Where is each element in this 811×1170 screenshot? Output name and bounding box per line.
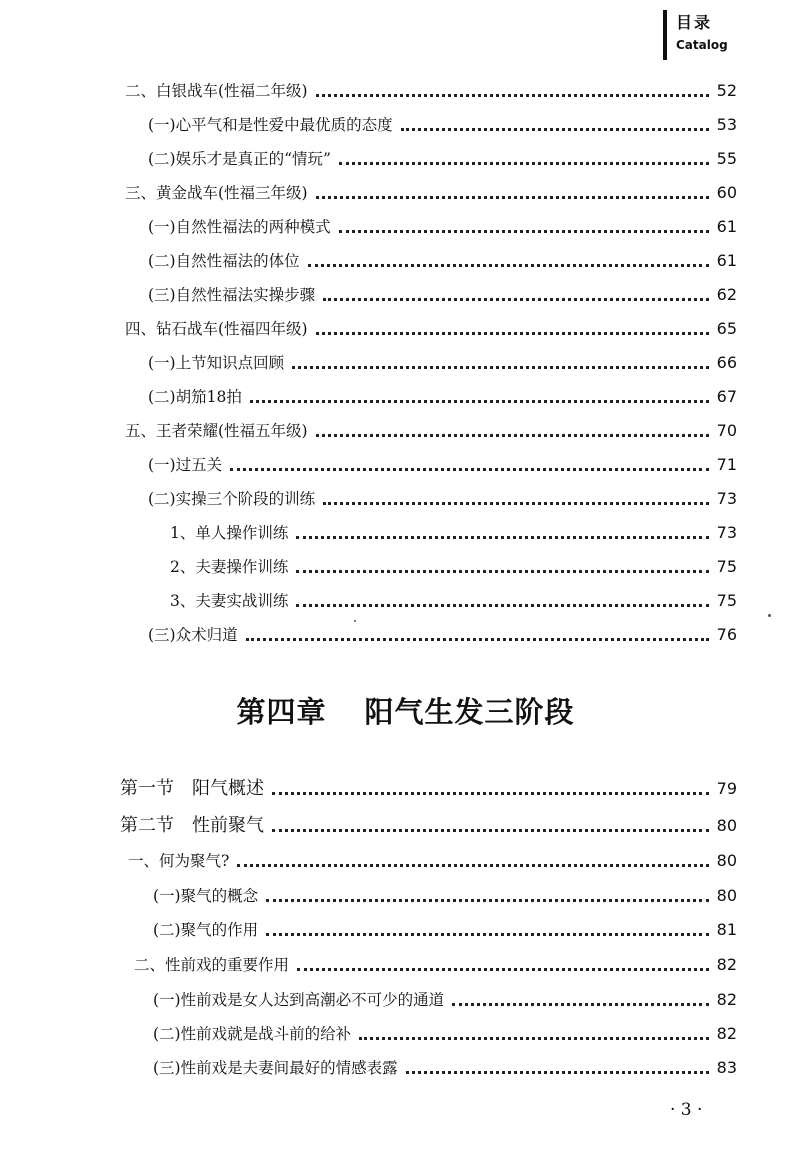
- toc-entry-label: 第一节 阳气概述: [120, 778, 264, 799]
- chapter-title: 阳气生发三阶段: [364, 695, 575, 729]
- chapter-heading: [0, 690, 811, 731]
- toc-entry-label: 四、钻石战车(性福四年级): [125, 320, 308, 338]
- toc-entry[interactable]: [120, 776, 737, 802]
- toc-entry[interactable]: [170, 588, 737, 614]
- toc-entry-page: 71: [716, 455, 737, 474]
- scan-speck: [768, 614, 771, 617]
- toc-entry-page: 67: [716, 387, 737, 406]
- toc-entry-page: 79: [716, 779, 737, 798]
- toc-entry-label: (二)聚气的作用: [153, 921, 259, 939]
- toc-entry[interactable]: [153, 1055, 737, 1081]
- toc-entry[interactable]: [125, 418, 737, 444]
- header-title: 目录: [676, 13, 713, 32]
- toc-entry[interactable]: [170, 554, 737, 580]
- toc-entry-label: (三)众术归道: [148, 626, 238, 644]
- dot-leader: [266, 933, 709, 936]
- dot-leader: [359, 1037, 709, 1040]
- toc-entry[interactable]: [148, 248, 737, 274]
- toc-entry-label: (一)上节知识点回顾: [148, 354, 285, 372]
- toc-entry[interactable]: [125, 180, 737, 206]
- toc-entry-page: 83: [716, 1058, 737, 1077]
- toc-entry[interactable]: [148, 214, 737, 240]
- toc-entry-label: (一)聚气的概念: [153, 887, 259, 905]
- toc-entry-page: 73: [716, 489, 737, 508]
- dot-leader: [237, 864, 708, 867]
- toc-entry-page: 81: [716, 920, 737, 939]
- dot-leader: [323, 298, 709, 301]
- toc-entry-page: 75: [716, 557, 737, 576]
- dot-leader: [292, 366, 709, 369]
- dot-leader: [296, 604, 708, 607]
- toc-entry-label: (一)心平气和是性爱中最优质的态度: [148, 116, 393, 134]
- toc-entry-label: (一)自然性福法的两种模式: [148, 218, 331, 236]
- toc-entry[interactable]: [125, 78, 737, 104]
- dot-leader: [316, 196, 709, 199]
- toc-entry[interactable]: [148, 452, 737, 478]
- toc-entry[interactable]: [148, 350, 737, 376]
- dot-leader: [272, 829, 709, 832]
- header-subtitle: Catalog: [676, 38, 728, 52]
- toc-entry-label: (三)性前戏是夫妻间最好的情感表露: [153, 1059, 398, 1077]
- toc-entry-page: 73: [716, 523, 737, 542]
- toc-entry-page: 62: [716, 285, 737, 304]
- toc-entry[interactable]: [148, 112, 737, 138]
- toc-entry-page: 60: [716, 183, 737, 202]
- toc-entry[interactable]: [120, 813, 737, 839]
- dot-leader: [246, 638, 709, 641]
- toc-entry-page: 76: [716, 625, 737, 644]
- toc-entry-label: (二)实操三个阶段的训练: [148, 490, 316, 508]
- dot-leader: [272, 792, 709, 795]
- scan-speck: [354, 620, 356, 622]
- toc-entry-label: 二、性前戏的重要作用: [134, 956, 290, 974]
- dot-leader: [452, 1003, 709, 1006]
- dot-leader: [339, 230, 709, 233]
- toc-entry-label: 二、白银战车(性福二年级): [125, 82, 308, 100]
- toc-entry-label: (二)娱乐才是真正的“情玩”: [148, 150, 331, 168]
- dot-leader: [406, 1071, 709, 1074]
- toc-entry-page: 80: [716, 851, 737, 870]
- toc-entry[interactable]: [153, 883, 737, 909]
- toc-entry-page: 70: [716, 421, 737, 440]
- toc-entry[interactable]: [148, 486, 737, 512]
- toc-entry-label: (一)过五关: [148, 456, 223, 474]
- toc-entry-page: 80: [716, 816, 737, 835]
- toc-entry-page: 65: [716, 319, 737, 338]
- toc-entry-page: 82: [716, 990, 737, 1009]
- dot-leader: [339, 162, 709, 165]
- toc-entry-page: 75: [716, 591, 737, 610]
- dot-leader: [266, 899, 709, 902]
- toc-entry[interactable]: [153, 1021, 737, 1047]
- dot-leader: [401, 128, 709, 131]
- dot-leader: [308, 264, 709, 267]
- dot-leader: [296, 570, 708, 573]
- toc-entry-label: (一)性前戏是女人达到高潮必不可少的通道: [153, 991, 445, 1009]
- dot-leader: [316, 434, 709, 437]
- toc-entry-page: 52: [716, 81, 737, 100]
- toc-entry-page: 82: [716, 1024, 737, 1043]
- dot-leader: [297, 968, 709, 971]
- toc-entry[interactable]: [148, 622, 737, 648]
- chapter-number: 第四章: [236, 695, 327, 729]
- toc-entry[interactable]: [128, 848, 737, 874]
- toc-entry-label: 一、何为聚气?: [128, 852, 230, 870]
- toc-entry[interactable]: [153, 987, 737, 1013]
- toc-entry[interactable]: [153, 917, 737, 943]
- toc-entry-label: (三)自然性福法实操步骤: [148, 286, 316, 304]
- page-number: · 3 ·: [670, 1100, 703, 1120]
- dot-leader: [323, 502, 709, 505]
- header-rule: [663, 10, 667, 60]
- toc-entry-page: 53: [716, 115, 737, 134]
- dot-leader: [230, 468, 709, 471]
- toc-entry-label: 三、黄金战车(性福三年级): [125, 184, 308, 202]
- toc-entry-page: 61: [716, 217, 737, 236]
- toc-entry-label: 第二节 性前聚气: [120, 815, 264, 836]
- toc-entry[interactable]: [170, 520, 737, 546]
- toc-entry-label: (二)胡笳18拍: [148, 388, 242, 406]
- toc-entry[interactable]: [148, 146, 737, 172]
- dot-leader: [316, 332, 709, 335]
- toc-entry-label: (二)自然性福法的体位: [148, 252, 300, 270]
- toc-entry[interactable]: [125, 316, 737, 342]
- toc-entry-label: (二)性前戏就是战斗前的给补: [153, 1025, 352, 1043]
- toc-entry-page: 61: [716, 251, 737, 270]
- toc-entry-label: 1、单人操作训练: [170, 524, 289, 542]
- toc-entry-label: 2、夫妻操作训练: [170, 558, 289, 576]
- toc-entry-label: 五、王者荣耀(性福五年级): [125, 422, 308, 440]
- toc-entry-page: 80: [716, 886, 737, 905]
- toc-entry-page: 66: [716, 353, 737, 372]
- toc-entry-page: 82: [716, 955, 737, 974]
- toc-entry[interactable]: [148, 282, 737, 308]
- dot-leader: [296, 536, 708, 539]
- dot-leader: [250, 400, 709, 403]
- dot-leader: [316, 94, 709, 97]
- toc-entry-label: 3、夫妻实战训练: [170, 592, 289, 610]
- toc-entry[interactable]: [134, 952, 737, 978]
- toc-entry[interactable]: [148, 384, 737, 410]
- toc-entry-page: 55: [716, 149, 737, 168]
